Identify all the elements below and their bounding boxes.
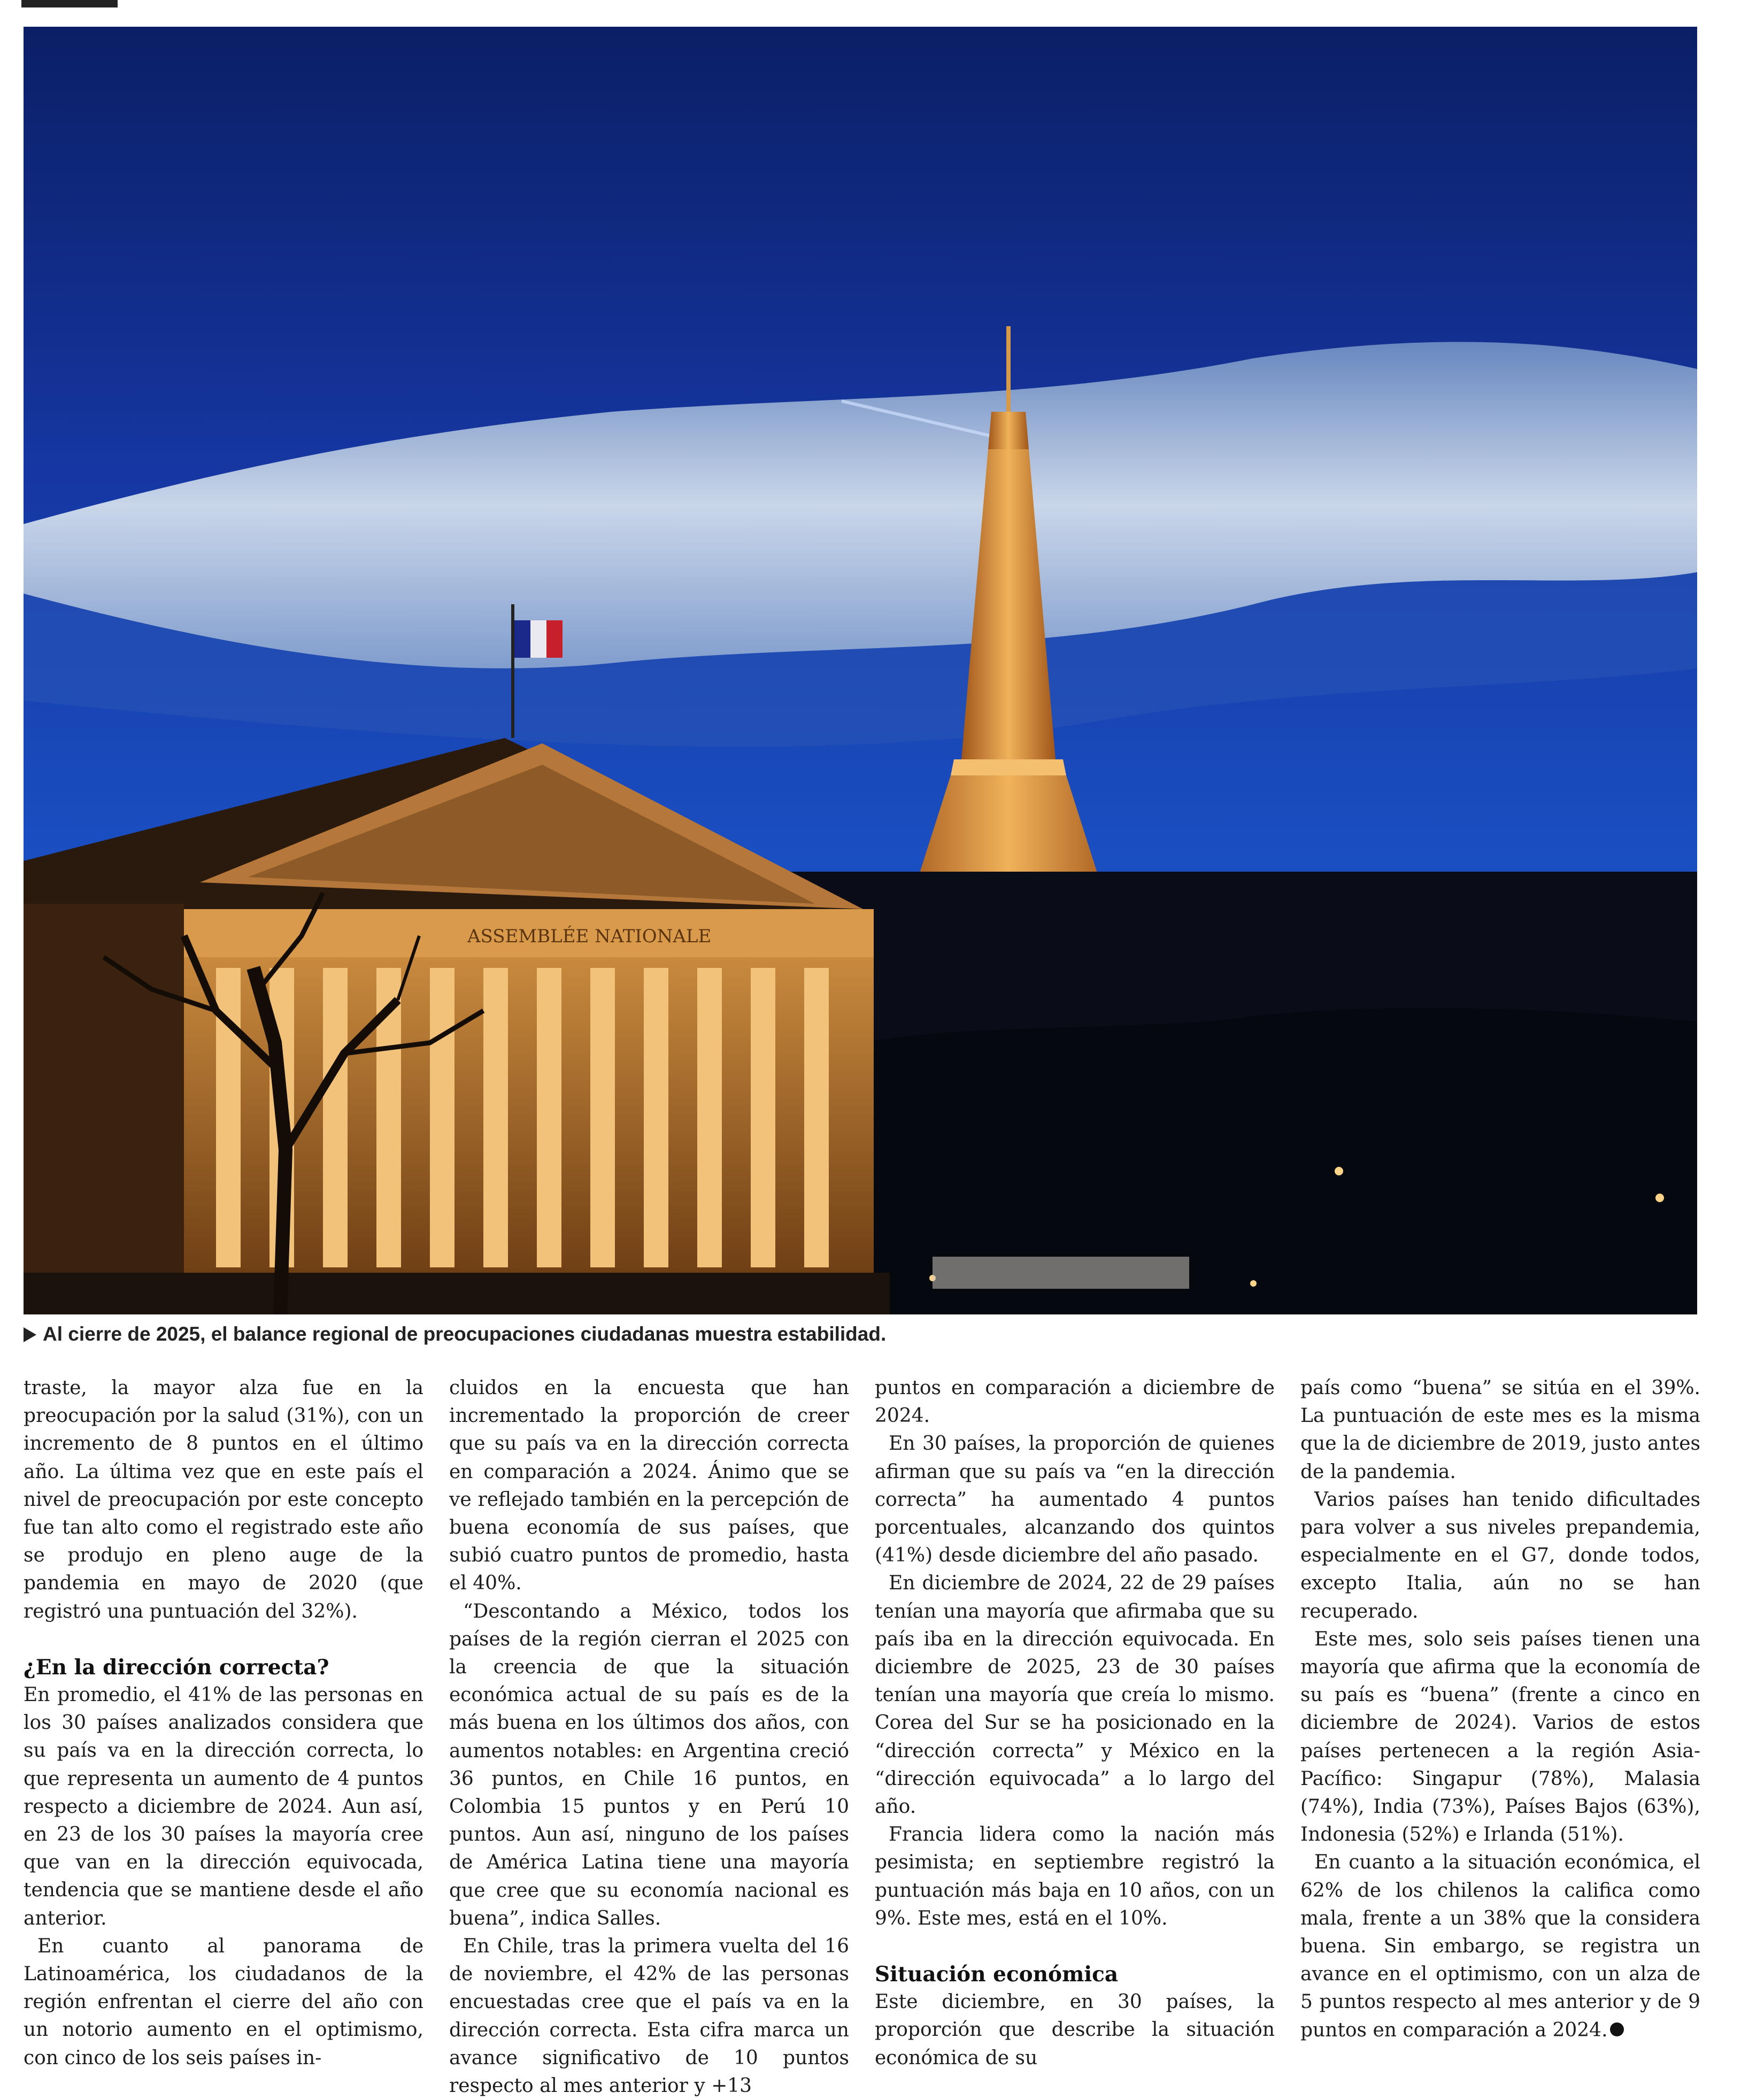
photo-caption	[24, 1319, 1697, 1350]
paris-night-scene	[24, 27, 1697, 1314]
paragraph-last	[1300, 1849, 1700, 2044]
paragraph: En cuanto al panorama de Latinoamérica, los ciudadanos de la región enfrentan el cierre del año con un notorio aumento en el optimismo, con cinco de los seis países in-	[24, 1935, 423, 2069]
paragraph: Francia lidera como la nación más pesimista; en septiembre registró la puntuación más baja en 10 años, con un 9%. Este mes, está en el 10%.	[875, 1824, 1275, 1929]
paragraph: En promedio, el 41% de las personas en los 30 países analizados considera que su país va en la dirección correcta, lo que representa un aumento de 4 puntos respecto a diciembre de 2024. Aun así, en 23 de los 30 países la mayoría cree que van en la dirección equivocada, tendencia que se mantiene desde el año anterior.	[24, 1684, 423, 1929]
paragraph: cluidos en la encuesta que han incrementado la proporción de creer que su país va en la dirección correcta en comparación a 2024. Ánimo que se ve reflejado también en la percepción de buena economía de sus países, que subió cuatro puntos de promedio, hasta el 40%.	[449, 1377, 849, 1595]
building-inscription: ASSEMBLÉE NATIONALE	[467, 926, 712, 947]
paragraph: puntos en comparación a diciembre de 2024.	[875, 1377, 1275, 1427]
article-column-3	[875, 1374, 1275, 2072]
article-column-1	[24, 1374, 423, 2072]
paragraph-last-text: En cuanto a la situación económica, el 62% de los chilenos la califica como mala, frente a un 38% que la considera buena. Sin embargo, se registra un avance en el optimismo, con un alza de 5 puntos respecto al mes anterior y de 9 puntos en comparación a 2024.	[1300, 1851, 1700, 2041]
paragraph: traste, la mayor alza fue en la preocupación por la salud (31%), con un incremento de 8 puntos en el último año. La última vez que en este país el nivel de preocupación por este concepto fue tan alto como el registrado este año se produjo en pleno auge de la pandemia en mayo de 2020 (que registró una puntuación del 32%).	[24, 1377, 423, 1622]
article-column-4	[1300, 1374, 1700, 2044]
paragraph: Varios países han tenido dificultades para volver a sus niveles prepandemia, especialmente en el G7, donde todos, excepto Italia, aún no se han recuperado.	[1300, 1488, 1700, 1622]
paragraph: En Chile, tras la primera vuelta del 16 de noviembre, el 42% de las personas encuestadas cree que el país va en la dirección correcta. Esta cifra marca un avance significativo de 10 puntos respecto al mes anterior y +13	[449, 1935, 849, 2097]
section-heading: ¿En la dirección correcta?	[24, 1655, 329, 1680]
paragraph: En 30 países, la proporción de quienes afirman que su país va “en la dirección correcta” ha aumentado 4 puntos porcentuales, alcanzando dos quintos (41%) desde diciembre del año pasado.	[875, 1433, 1275, 1567]
photo-caption-text: Al cierre de 2025, el balance regional de preocupaciones ciudadanas muestra estabilidad.	[43, 1323, 887, 1345]
paragraph: En diciembre de 2024, 22 de 29 países tenían una mayoría que afirmaba que su país iba en la dirección equivocada. En diciembre de 2025, 23 de 30 países tenían una mayoría que creía lo mismo. Corea del Sur se ha posicionado en la “dirección correcta” y México en la “dirección equivocada” a lo largo del año.	[875, 1572, 1275, 1818]
paragraph: Este diciembre, en 30 países, la proporción que describe la situación económica de su	[875, 1991, 1275, 2069]
article-column-2	[449, 1374, 849, 2100]
section-heading: Situación económica	[875, 1962, 1119, 1987]
article-photo	[24, 27, 1697, 1314]
end-of-article-dot-icon	[1610, 2022, 1624, 2036]
paragraph: Este mes, solo seis países tienen una mayoría que afirma que la economía de su país es “buena” (frente a cinco en diciembre de 2024). Varios de estos países pertenecen a la región Asia-Pacífico: Singapur (78%), Malasia (74%), India (73%), Países Bajos (63%), Indonesia (52%) e Irlanda (51%).	[1300, 1628, 1700, 1846]
caption-triangle-icon	[24, 1327, 36, 1342]
page-header-fragment	[21, 0, 118, 7]
paragraph: país como “buena” se sitúa en el 39%. La puntuación de este mes es la misma que la de diciembre de 2019, justo antes de la pandemia.	[1300, 1377, 1700, 1483]
paragraph: “Descontando a México, todos los países de la región cierran el 2025 con la creencia de que la situación económica actual de su país es de la más buena en los últimos dos años, con aumentos notables: en Argentina creció 36 puntos, en Chile 16 puntos, en Colombia 15 puntos y en Perú 10 puntos. Aun así, ninguno de los países de América Latina tiene una mayoría que cree que su economía nacional es buena”, indica Salles.	[449, 1600, 849, 1929]
